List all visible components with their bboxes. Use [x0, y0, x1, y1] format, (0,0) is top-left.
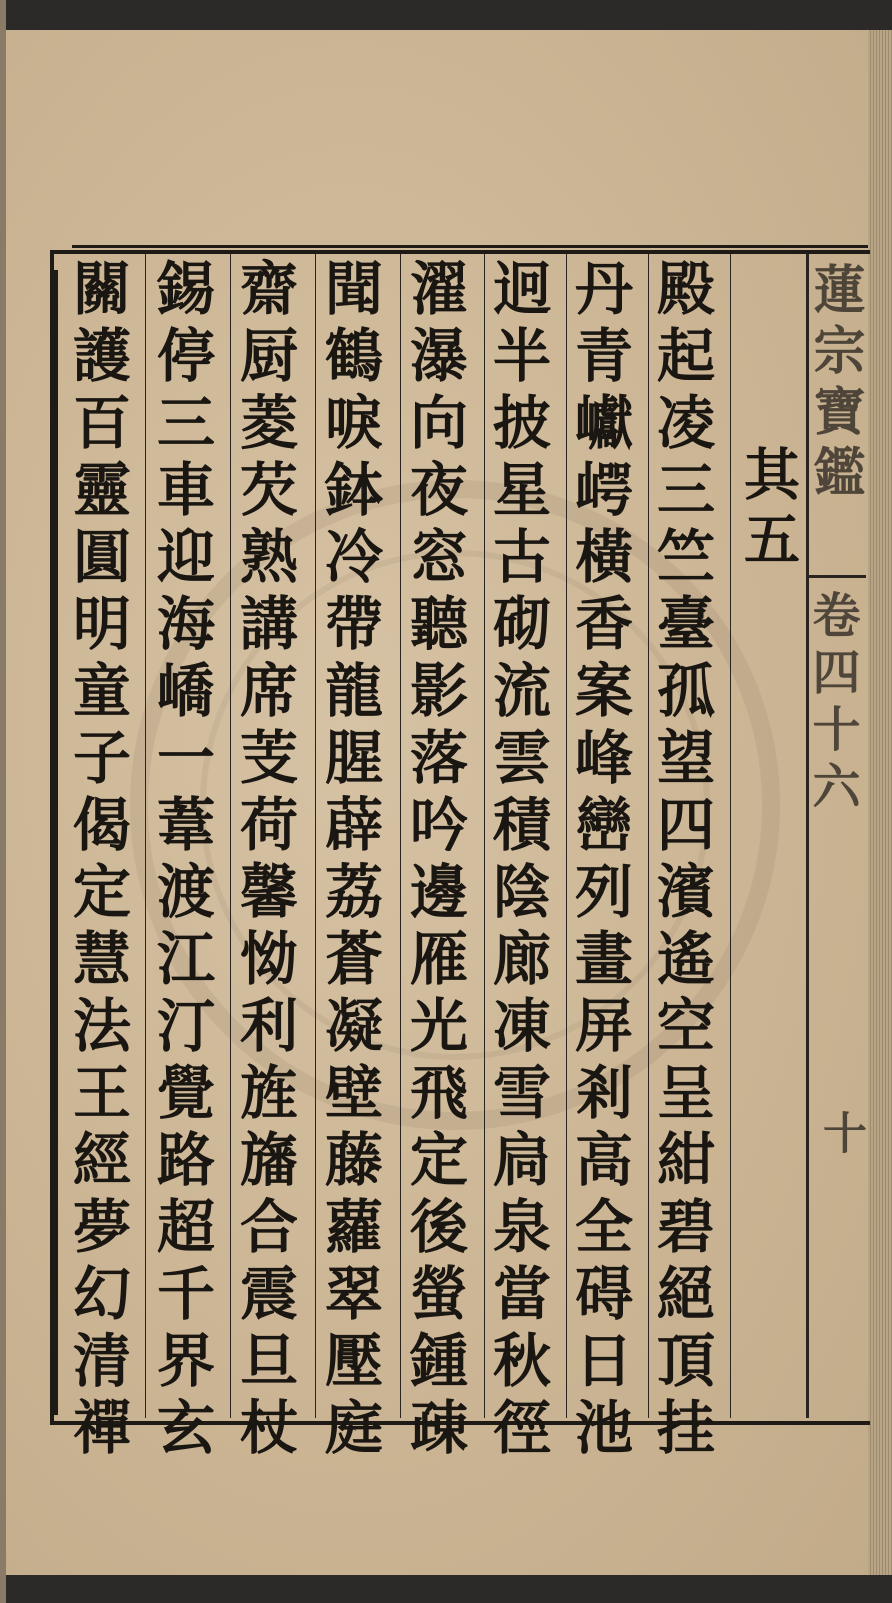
margin-fishtail	[806, 575, 866, 588]
margin-volume: 卷四十六	[804, 590, 860, 818]
margin-book-title: 蓮宗寶鑑	[804, 262, 865, 506]
text-column-7: 錫停三車迎海嶠一葦渡江汀覺路超千界玄	[147, 258, 215, 1464]
column-divider	[145, 254, 146, 1418]
frame-top-rule	[72, 245, 868, 248]
column-divider	[730, 254, 731, 1418]
margin-page-number: 十	[815, 1110, 866, 1163]
text-column-4: 濯瀑向夜窓聽影落吟邊雁光飛定後螢鍾疎	[400, 258, 468, 1464]
text-column-5: 聞鶴唳鉢冷帶龍腥薜荔蒼凝壁藤蘿翠壓庭	[315, 258, 383, 1464]
text-column-8: 關護百靈圓明童子偈定慧法王經夢幻清禪	[63, 258, 131, 1464]
text-column-3: 迥半披星古砌流雲積陰廊凍雪扃泉當秋徑	[483, 258, 551, 1464]
frame-left-rule	[52, 270, 58, 1415]
text-column-1: 殿起凌三竺臺孤望四濱遙空呈紺碧絕頂挂	[647, 258, 715, 1464]
text-column-6: 齋厨菱芡熟講席芰荷馨怮利旌旛合震旦杖	[230, 258, 298, 1464]
text-column-2: 丹青巘崿橫香案峰巒列畫屏剎高全碍日池	[565, 258, 633, 1464]
page-stack-edge	[868, 30, 892, 1575]
section-title: 其五	[735, 445, 801, 575]
